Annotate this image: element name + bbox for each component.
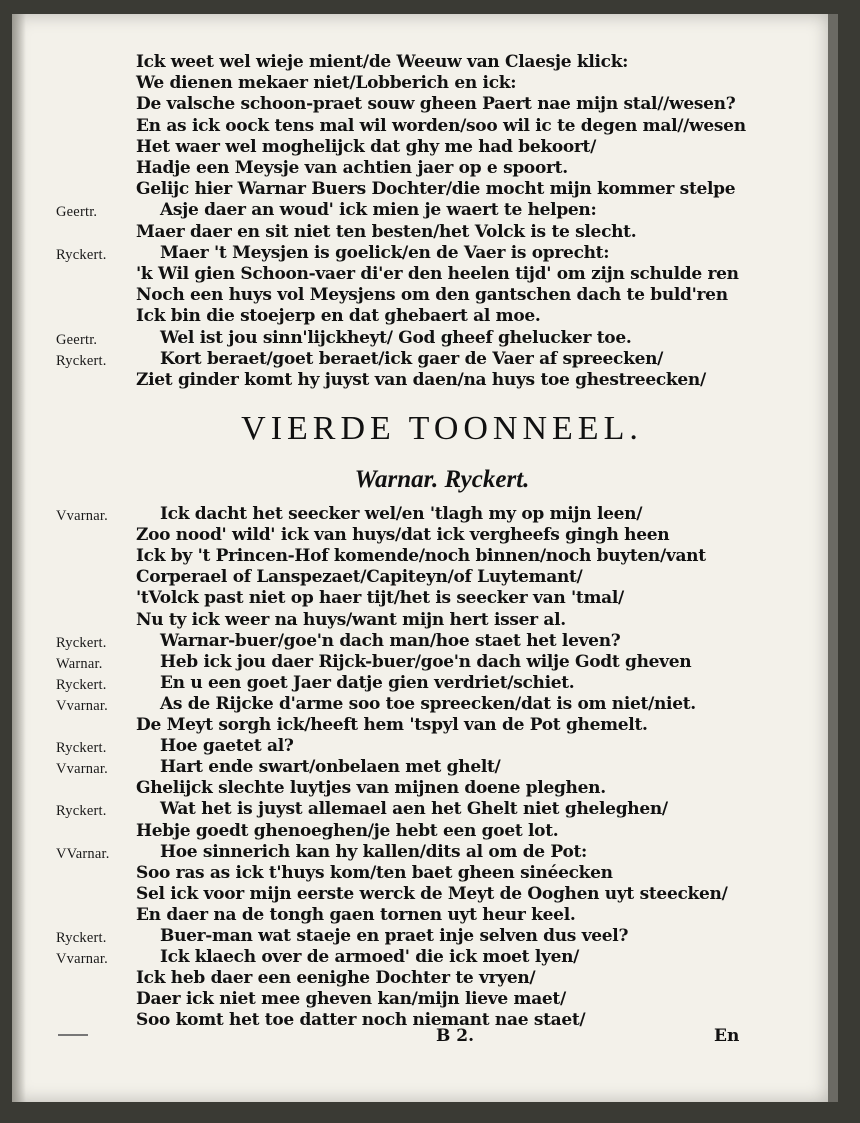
- speaker-name: Warnar.: [56, 655, 103, 672]
- speaker-name: VVarnar.: [56, 845, 110, 862]
- speaker-name: Ryckert.: [56, 634, 107, 651]
- verse-line: [12, 370, 828, 396]
- speaker-name: Ryckert.: [56, 246, 107, 263]
- scene-characters: Warnar. Ryckert.: [354, 466, 530, 493]
- verse-text: Hebje goedt ghenoeghen/je hebt een goet lot.: [136, 820, 559, 841]
- scene-title: VIERDE TOONNEEL.: [241, 410, 643, 447]
- verse-line: [12, 1010, 828, 1036]
- verse-text: Daer ick niet mee gheven kan/mijn lieve maet/: [136, 989, 566, 1010]
- verse-text: Noch een huys vol Meysjens om den gantschen dach te buld'ren: [136, 285, 728, 306]
- verse-text: As de Rijcke d'arme soo toe spreecken/dat is om niet/niet.: [160, 693, 696, 714]
- signature-mark: B 2.: [436, 1026, 475, 1046]
- verse-text: Maer 't Meysjen is goelick/en de Vaer is oprecht:: [160, 242, 610, 263]
- verse-text: Ick by 't Princen-Hof komende/noch binnen/noch buyten/vant: [136, 546, 706, 567]
- verse-text: Hoe gaetet al?: [160, 736, 294, 757]
- page-edge: [828, 14, 838, 1102]
- verse-text: Asje daer an woud' ick mien je waert te helpen:: [160, 200, 597, 221]
- verse-text: Ick weet wel wieje mient/de Weeuw van Claesje klick:: [136, 52, 629, 72]
- verse-text: Soo ras as ick t'huys kom/ten baet gheen sinéecken: [136, 862, 613, 883]
- speaker-name: Vvarnar.: [56, 697, 108, 714]
- verse-text: Gelijc hier Warnar Buers Dochter/die mocht mijn kommer stelpe: [136, 179, 736, 200]
- verse-text: Hart ende swart/onbelaen met ghelt/: [160, 757, 501, 778]
- verse-text: Heb ick jou daer Rijck-buer/goe'n dach wilje Godt gheven: [160, 651, 692, 672]
- speaker-name: Ryckert.: [56, 740, 107, 757]
- verse-text: Soo komt het toe datter noch niemant nae staet/: [136, 1010, 586, 1031]
- verse-text: Warnar-buer/goe'n dach man/hoe staet het leven?: [160, 630, 621, 651]
- book-page: [12, 14, 828, 1102]
- speaker-name: Vvarnar.: [56, 508, 108, 524]
- verse-text: Buer-man wat staeje en praet inje selven dus veel?: [160, 926, 629, 946]
- catchword: En: [714, 1026, 740, 1046]
- verse-text: Kort beraet/goet beraet/ick gaer de Vaer af spreecken/: [160, 348, 664, 369]
- verse-text: Hadje een Meysje van achtien jaer op e spoort.: [136, 158, 568, 178]
- speaker-name: Vvarnar.: [56, 761, 108, 778]
- speaker-name: Ryckert.: [56, 930, 107, 946]
- verse-text: Ghelijck slechte luytjes van mijnen doene pleghen.: [136, 778, 606, 799]
- verse-text: De valsche schoon-praet souw gheen Paert nae mijn stal//wesen?: [136, 94, 736, 115]
- verse-text: 'k Wil gien Schoon-vaer di'er den heelen tijd' om zijn schulde ren: [136, 264, 739, 284]
- ink-mark: [58, 1034, 88, 1036]
- verse-text: Wat het is juyst allemael aen het Ghelt niet gheleghen/: [160, 799, 668, 820]
- verse-text: Ziet ginder komt hy juyst van daen/na huys toe ghestreecken/: [136, 370, 706, 390]
- verse-text: Ick dacht het seecker wel/en 'tlagh my op mijn leen/: [160, 504, 643, 524]
- verse-text: Hoe sinnerich kan hy kallen/dits al om de Pot:: [160, 841, 588, 862]
- verse-text: Ick klaech over de armoed' die ick moet lyen/: [160, 947, 580, 968]
- verse-text: De Meyt sorgh ick/heeft hem 'tspyl van de Pot ghemelt.: [136, 715, 648, 735]
- verse-text: Ick bin die stoejerp en dat ghebaert al moe.: [136, 306, 541, 327]
- verse-text: Nu ty ick weer na huys/want mijn hert isser al.: [136, 609, 566, 630]
- speaker-name: Vvarnar.: [56, 951, 108, 968]
- speaker-name: Geertr.: [56, 331, 98, 348]
- speaker-name: Geertr.: [56, 204, 98, 221]
- verse-text: Wel ist jou sinn'lijckheyt/ God gheef ghelucker toe.: [160, 327, 632, 348]
- verse-text: Maer daer en sit niet ten besten/het Volck is te slecht.: [136, 221, 637, 242]
- speaker-name: Ryckert.: [56, 803, 107, 820]
- verse-text: Ick heb daer een eenighe Dochter te vryen/: [136, 968, 536, 989]
- verse-text: Sel ick voor mijn eerste werck de Meyt de Ooghen uyt steecken/: [136, 883, 728, 904]
- verse-text: We dienen mekaer niet/Lobberich en ick:: [136, 73, 517, 94]
- verse-text: En daer na de tongh gaen tornen uyt heur keel.: [136, 904, 576, 925]
- verse-text: En u een goet Jaer datje gien verdriet/schiet.: [160, 672, 575, 693]
- verse-text: Het waer wel moghelijck dat ghy me had bekoort/: [136, 136, 597, 157]
- verse-text: 'tVolck past niet op haer tijt/het is seecker van 'tmal/: [136, 588, 624, 609]
- verse-text: Zoo nood' wild' ick van huys/dat ick vergheefs gingh heen: [136, 525, 670, 546]
- speaker-name: Ryckert.: [56, 352, 107, 369]
- verse-text: En as ick oock tens mal wil worden/soo wil ic te degen mal//wesen: [136, 115, 746, 136]
- speaker-name: Ryckert.: [56, 676, 107, 693]
- verse-text: Corperael of Lanspezaet/Capiteyn/of Luytemant/: [136, 567, 583, 588]
